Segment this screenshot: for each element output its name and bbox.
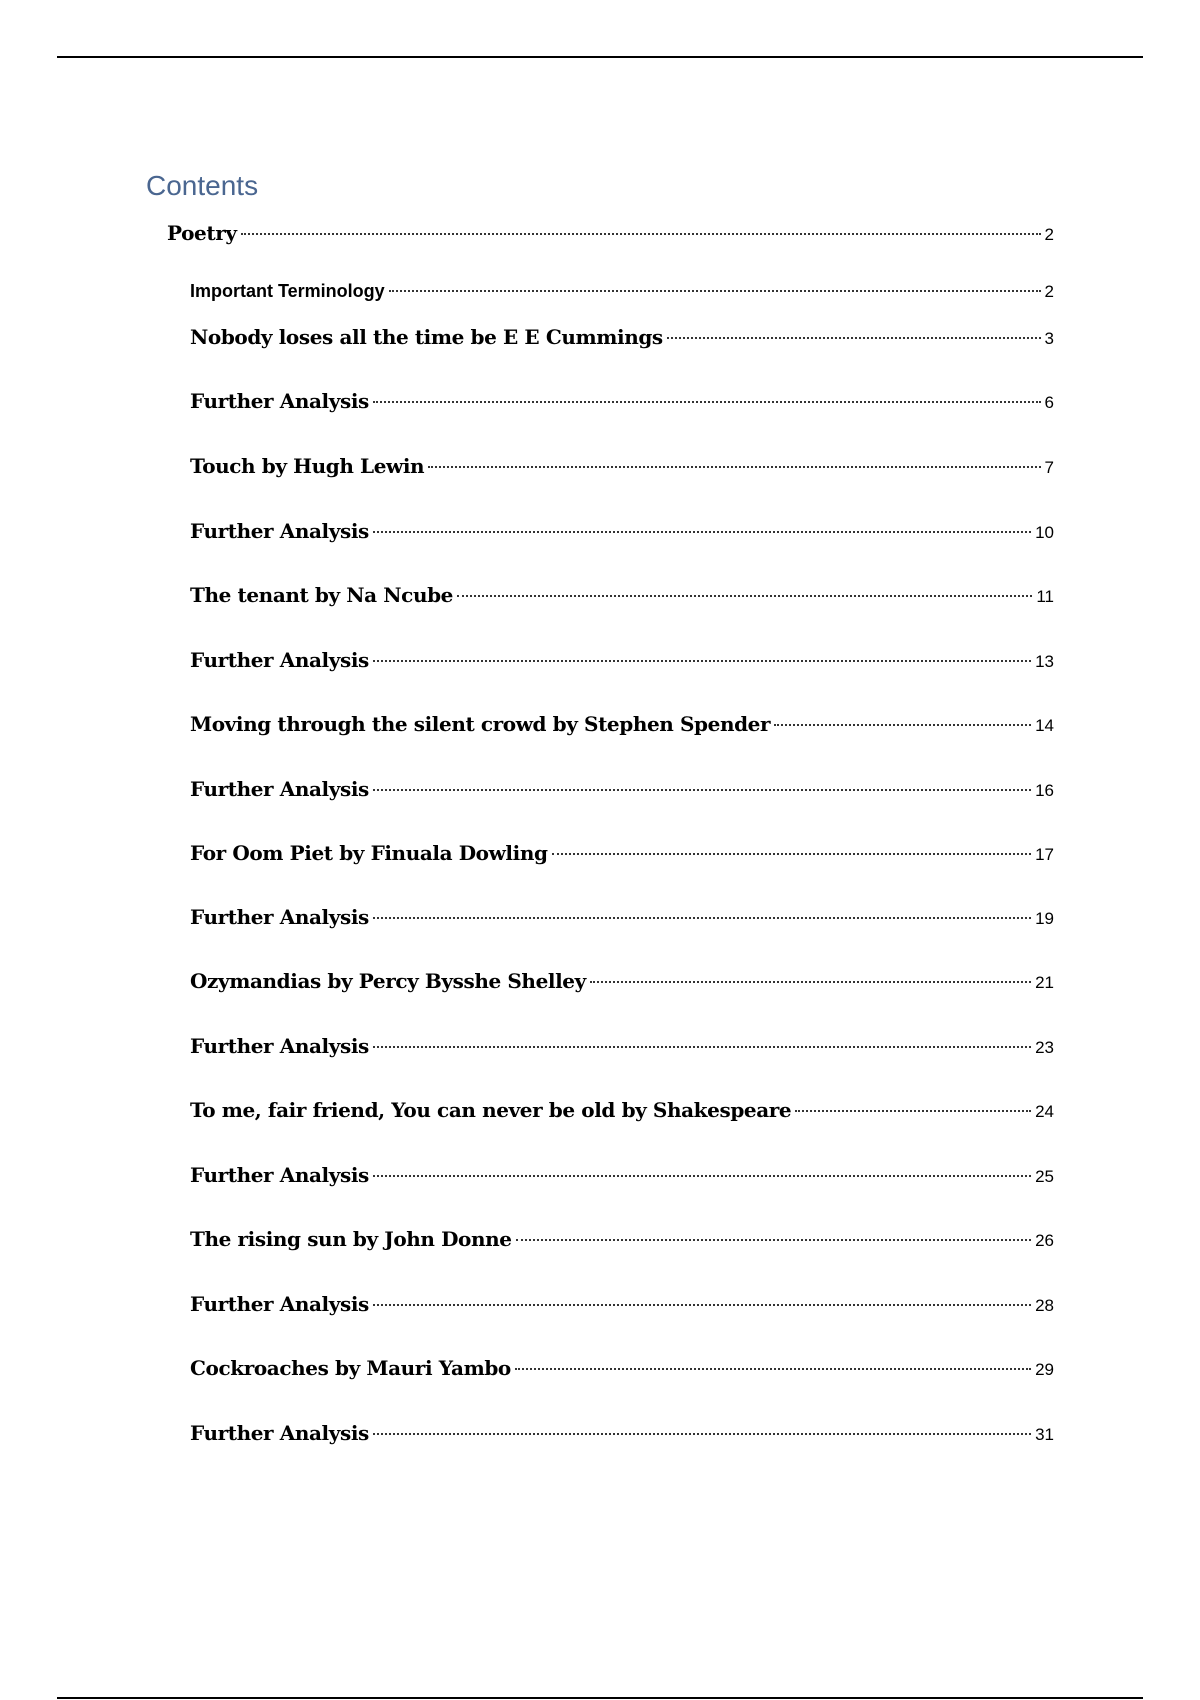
toc-entry-title: Cockroaches by Mauri Yambo — [190, 1356, 511, 1380]
toc-entry-page: 28 — [1035, 1296, 1054, 1315]
dot-leader — [774, 724, 1031, 726]
toc-entry-page: 6 — [1044, 393, 1054, 412]
dot-leader — [373, 531, 1031, 533]
toc-entry-title: Further Analysis — [190, 389, 369, 413]
toc-entry-page: 29 — [1035, 1360, 1054, 1379]
dot-leader — [373, 917, 1031, 919]
dot-leader — [590, 981, 1031, 983]
toc-entry-title: Ozymandias by Percy Bysshe Shelley — [190, 969, 586, 993]
toc-entry-moving-through[interactable] — [190, 707, 1054, 741]
toc-entry-title: Important Terminology — [190, 281, 385, 301]
toc-entry-further-analysis[interactable] — [190, 384, 1054, 418]
toc-entry-nobody-loses[interactable] — [190, 320, 1054, 354]
toc-entry-page: 14 — [1035, 716, 1054, 735]
toc-entry-further-analysis[interactable] — [190, 1416, 1054, 1450]
toc-entry-page: 24 — [1035, 1102, 1054, 1121]
toc-entry-title: Further Analysis — [190, 648, 369, 672]
toc-entry-title: Further Analysis — [190, 1034, 369, 1058]
dot-leader — [795, 1110, 1031, 1112]
toc-entry-title: The rising sun by John Donne — [190, 1227, 512, 1251]
toc-entry-the-rising-sun[interactable] — [190, 1222, 1054, 1256]
toc-entry-title: Further Analysis — [190, 777, 369, 801]
toc-entry-page: 19 — [1035, 909, 1054, 928]
toc-entry-further-analysis[interactable] — [190, 1158, 1054, 1192]
toc-entry-further-analysis[interactable] — [190, 514, 1054, 548]
dot-leader — [552, 853, 1032, 855]
toc-entry-title: Further Analysis — [190, 905, 369, 929]
toc-entry-to-me-fair-friend[interactable] — [190, 1093, 1054, 1127]
toc-entry-title: Touch by Hugh Lewin — [190, 454, 425, 478]
toc-entry-title: The tenant by Na Ncube — [190, 583, 453, 607]
dot-leader — [389, 290, 1041, 292]
toc-entry-page: 21 — [1035, 973, 1054, 992]
toc-entry-further-analysis[interactable] — [190, 1029, 1054, 1063]
toc-entry-page: 16 — [1035, 781, 1054, 800]
dot-leader — [373, 1046, 1031, 1048]
dot-leader — [515, 1368, 1031, 1370]
toc-entry-further-analysis[interactable] — [190, 772, 1054, 806]
toc-entry-page: 2 — [1044, 225, 1054, 244]
toc-entry-page: 3 — [1044, 329, 1054, 348]
toc-entry-title: Further Analysis — [190, 519, 369, 543]
dot-leader — [457, 595, 1032, 597]
dot-leader — [373, 660, 1031, 662]
toc-entry-for-oom-piet[interactable] — [190, 836, 1054, 870]
toc-entry-page: 2 — [1044, 282, 1054, 301]
toc-entry-page: 25 — [1035, 1167, 1054, 1186]
contents-heading: Contents — [146, 170, 259, 201]
toc-entry-page: 17 — [1035, 845, 1054, 864]
toc-entry-title: Further Analysis — [190, 1421, 369, 1445]
dot-leader — [373, 1433, 1031, 1435]
toc-entry-title: For Oom Piet by Finuala Dowling — [190, 841, 548, 865]
toc-entry-title: Moving through the silent crowd by Stephen Spender — [190, 712, 771, 736]
dot-leader — [373, 1175, 1031, 1177]
toc-entry-title: Poetry — [167, 221, 237, 245]
toc-entry-the-tenant[interactable] — [190, 578, 1054, 612]
toc-entry-page: 13 — [1035, 652, 1054, 671]
dot-leader — [373, 789, 1031, 791]
toc-entry-touch[interactable] — [190, 449, 1054, 483]
toc-entry-ozymandias[interactable] — [190, 964, 1054, 998]
footer-rule — [57, 1697, 1143, 1699]
toc-entry-page: 23 — [1035, 1038, 1054, 1057]
toc-entry-title: Further Analysis — [190, 1292, 369, 1316]
toc-entry-poetry[interactable] — [167, 216, 1054, 250]
header-rule — [57, 56, 1143, 58]
toc-entry-cockroaches[interactable] — [190, 1351, 1054, 1385]
toc-entry-title: Nobody loses all the time be E E Cummings — [190, 325, 663, 349]
dot-leader — [516, 1239, 1031, 1241]
toc-entry-further-analysis[interactable] — [190, 900, 1054, 934]
toc-entry-title: Further Analysis — [190, 1163, 369, 1187]
toc-entry-further-analysis[interactable] — [190, 1287, 1054, 1321]
toc-entry-page: 31 — [1035, 1425, 1054, 1444]
toc-entry-page: 10 — [1035, 523, 1054, 542]
dot-leader — [428, 466, 1040, 468]
toc-entry-title: To me, fair friend, You can never be old by Shakespeare — [190, 1098, 792, 1122]
dot-leader — [373, 401, 1041, 403]
toc-entry-page: 26 — [1035, 1231, 1054, 1250]
toc-entry-page: 7 — [1044, 458, 1054, 477]
toc-entry-page: 11 — [1036, 587, 1054, 606]
dot-leader — [373, 1304, 1031, 1306]
dot-leader — [667, 337, 1041, 339]
toc-entry-further-analysis[interactable] — [190, 643, 1054, 677]
dot-leader — [241, 233, 1041, 235]
toc-entry-important-terminology[interactable] — [190, 274, 1054, 308]
